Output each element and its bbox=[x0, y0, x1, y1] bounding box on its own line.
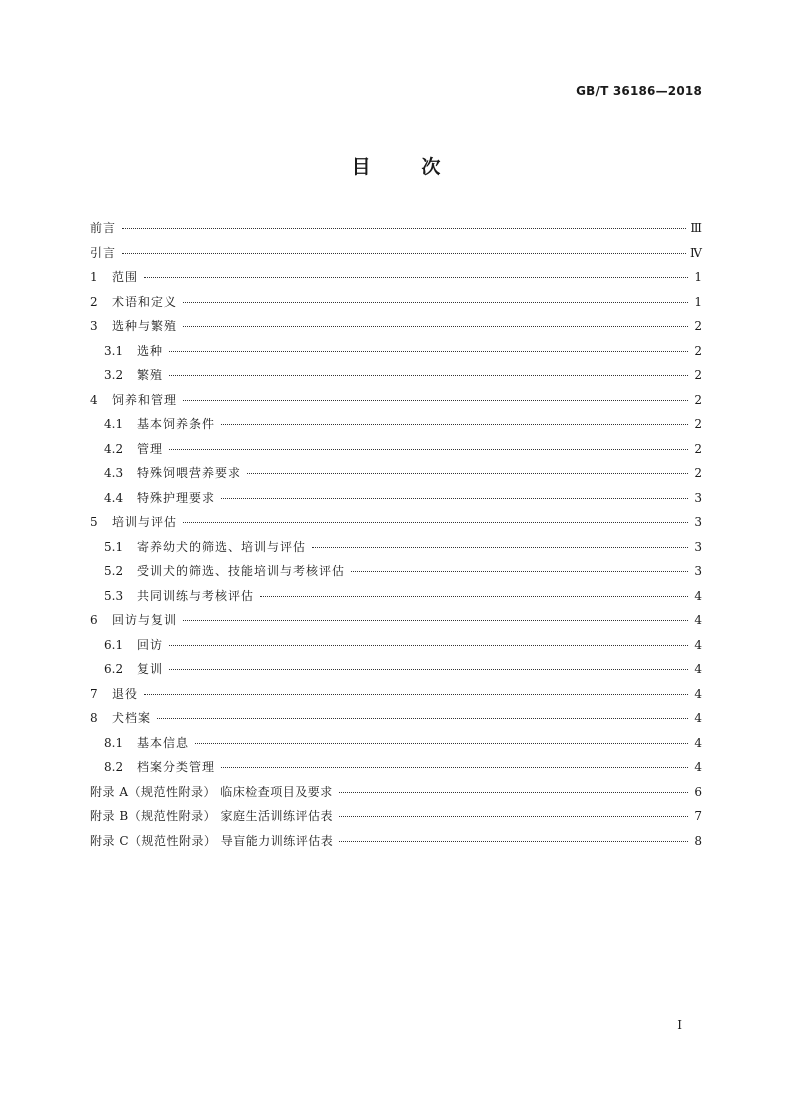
toc-entry-page: 4 bbox=[694, 686, 702, 701]
toc-dot-leader bbox=[351, 571, 688, 572]
page-title bbox=[0, 152, 792, 179]
toc-entry-label: 共同训练与考核评估 bbox=[137, 588, 255, 603]
toc-entry[interactable] bbox=[90, 339, 702, 364]
toc-dot-leader bbox=[169, 669, 688, 670]
toc-entry[interactable] bbox=[90, 706, 702, 731]
toc-dot-leader bbox=[157, 718, 688, 719]
toc-entry-label: 受训犬的筛选、技能培训与考核评估 bbox=[137, 564, 346, 578]
toc-entry-number: 4 bbox=[90, 392, 98, 407]
toc-dot-leader bbox=[312, 547, 688, 548]
toc-dot-leader bbox=[221, 424, 688, 425]
toc-entry[interactable] bbox=[90, 510, 702, 535]
toc-entry-label: 选种与繁殖 bbox=[112, 319, 178, 333]
toc-dot-leader bbox=[339, 841, 688, 842]
toc-entry[interactable] bbox=[90, 829, 702, 854]
toc-entry-label: 特殊护理要求 bbox=[137, 490, 216, 505]
toc-entry-number: 6.1 bbox=[104, 637, 124, 652]
toc-entry[interactable] bbox=[90, 559, 702, 584]
toc-dot-leader bbox=[339, 816, 688, 817]
toc-entry-page: 1 bbox=[694, 270, 702, 284]
toc-entry-page: 1 bbox=[694, 294, 702, 309]
toc-dot-leader bbox=[169, 449, 688, 450]
title-char-2: 次 bbox=[421, 156, 441, 178]
toc-entry[interactable] bbox=[90, 608, 702, 633]
toc-entry-number: 6.2 bbox=[104, 662, 124, 676]
toc-entry-label: 引言 bbox=[90, 245, 117, 260]
toc-dot-leader bbox=[183, 620, 688, 621]
toc-entry-page: Ⅲ bbox=[690, 221, 702, 235]
toc-dot-leader bbox=[183, 302, 688, 303]
toc-entry-number: 3 bbox=[90, 319, 98, 333]
toc-entry-page: 2 bbox=[694, 441, 702, 456]
toc-entry-label: 档案分类管理 bbox=[137, 760, 216, 774]
toc-entry[interactable] bbox=[90, 363, 702, 388]
toc-entry-page: Ⅳ bbox=[690, 245, 702, 260]
toc-entry-page: 2 bbox=[694, 392, 702, 407]
toc-entry-number: 6 bbox=[90, 613, 98, 627]
toc-entry-page: 7 bbox=[694, 809, 702, 823]
toc-entry-number: 5.1 bbox=[104, 539, 124, 554]
toc-entry-label: 术语和定义 bbox=[112, 294, 178, 309]
toc-dot-leader bbox=[260, 596, 688, 597]
toc-entry-label: 特殊饲喂营养要求 bbox=[137, 466, 242, 480]
toc-entry-page: 4 bbox=[694, 735, 702, 750]
toc-dot-leader bbox=[247, 473, 688, 474]
toc-entry-page: 2 bbox=[694, 319, 702, 333]
toc-entry[interactable] bbox=[90, 755, 702, 780]
toc-entry[interactable] bbox=[90, 486, 702, 511]
toc-entry-number: 4.2 bbox=[104, 441, 124, 456]
toc-dot-leader bbox=[122, 253, 686, 254]
toc-entry[interactable] bbox=[90, 780, 702, 805]
toc-entry[interactable] bbox=[90, 461, 702, 486]
table-of-contents bbox=[90, 216, 702, 853]
toc-entry-page: 6 bbox=[694, 784, 702, 799]
toc-entry-label: 选种 bbox=[137, 343, 164, 358]
toc-entry-number: 1 bbox=[90, 270, 98, 284]
toc-entry-number: 5 bbox=[90, 515, 98, 529]
toc-entry-label: 回访与复训 bbox=[112, 613, 178, 627]
toc-entry[interactable] bbox=[90, 290, 702, 315]
toc-entry-page: 4 bbox=[694, 760, 702, 774]
toc-entry-number: 5.2 bbox=[104, 564, 124, 578]
toc-entry-page: 8 bbox=[694, 833, 702, 848]
toc-dot-leader bbox=[169, 645, 688, 646]
toc-dot-leader bbox=[144, 694, 688, 695]
toc-entry[interactable] bbox=[90, 584, 702, 609]
toc-entry-page: 3 bbox=[694, 490, 702, 505]
toc-entry-page: 2 bbox=[694, 417, 702, 431]
toc-entry-page: 4 bbox=[694, 613, 702, 627]
title-char-1: 目 bbox=[351, 156, 371, 178]
toc-entry[interactable] bbox=[90, 314, 702, 339]
toc-entry-number: 7 bbox=[90, 686, 98, 701]
toc-dot-leader bbox=[195, 743, 688, 744]
toc-entry-label: 培训与评估 bbox=[112, 515, 178, 529]
toc-entry-number: 4.1 bbox=[104, 417, 124, 431]
toc-entry-number: 8 bbox=[90, 711, 98, 725]
toc-entry-page: 4 bbox=[694, 588, 702, 603]
toc-entry-number: 3.1 bbox=[104, 343, 124, 358]
toc-dot-leader bbox=[221, 498, 688, 499]
toc-entry-label: 附录 A（规范性附录） 临床检查项目及要求 bbox=[90, 784, 333, 799]
toc-entry-label: 基本饲养条件 bbox=[137, 417, 216, 431]
toc-entry[interactable] bbox=[90, 241, 702, 266]
toc-entry-number: 4.3 bbox=[104, 466, 124, 480]
toc-dot-leader bbox=[183, 400, 688, 401]
toc-entry[interactable] bbox=[90, 388, 702, 413]
toc-dot-leader bbox=[183, 326, 688, 327]
toc-entry-page: 3 bbox=[694, 564, 702, 578]
toc-dot-leader bbox=[221, 767, 688, 768]
toc-entry-label: 复训 bbox=[137, 662, 164, 676]
toc-entry-label: 饲养和管理 bbox=[112, 392, 178, 407]
toc-entry-number: 3.2 bbox=[104, 368, 124, 382]
toc-entry-number: 2 bbox=[90, 294, 98, 309]
toc-entry-label: 繁殖 bbox=[137, 368, 164, 382]
toc-dot-leader bbox=[169, 375, 688, 376]
toc-entry-label: 附录 B（规范性附录） 家庭生活训练评估表 bbox=[90, 809, 333, 823]
toc-entry-page: 4 bbox=[694, 637, 702, 652]
toc-entry[interactable] bbox=[90, 657, 702, 682]
toc-entry[interactable] bbox=[90, 731, 702, 756]
toc-entry[interactable] bbox=[90, 412, 702, 437]
toc-dot-leader bbox=[183, 522, 688, 523]
toc-entry-page: 2 bbox=[694, 466, 702, 480]
toc-entry[interactable] bbox=[90, 216, 702, 241]
toc-entry[interactable] bbox=[90, 535, 702, 560]
toc-entry-label: 管理 bbox=[137, 441, 164, 456]
toc-dot-leader bbox=[339, 792, 688, 793]
toc-entry-page: 4 bbox=[694, 662, 702, 676]
toc-entry-number: 5.3 bbox=[104, 588, 124, 603]
toc-entry-page: 4 bbox=[694, 711, 702, 725]
toc-entry-label: 退役 bbox=[112, 686, 139, 701]
toc-entry[interactable] bbox=[90, 265, 702, 290]
toc-entry[interactable] bbox=[90, 804, 702, 829]
toc-entry-label: 前言 bbox=[90, 221, 117, 235]
toc-entry[interactable] bbox=[90, 633, 702, 658]
toc-entry[interactable] bbox=[90, 437, 702, 462]
toc-entry-page: 3 bbox=[694, 539, 702, 554]
toc-entry-number: 8.1 bbox=[104, 735, 124, 750]
toc-entry-page: 2 bbox=[694, 343, 702, 358]
toc-dot-leader bbox=[144, 277, 688, 278]
toc-entry-page: 3 bbox=[694, 515, 702, 529]
toc-entry-page: 2 bbox=[694, 368, 702, 382]
toc-entry-number: 8.2 bbox=[104, 760, 124, 774]
standard-code: GB/T 36186—2018 bbox=[576, 84, 702, 98]
toc-entry-label: 寄养幼犬的筛选、培训与评估 bbox=[137, 539, 307, 554]
toc-dot-leader bbox=[122, 228, 686, 229]
toc-dot-leader bbox=[169, 351, 688, 352]
toc-entry-label: 回访 bbox=[137, 637, 164, 652]
toc-entry-label: 犬档案 bbox=[112, 711, 152, 725]
toc-entry[interactable] bbox=[90, 682, 702, 707]
toc-entry-label: 附录 C（规范性附录） 导盲能力训练评估表 bbox=[90, 833, 334, 848]
toc-entry-label: 范围 bbox=[112, 270, 139, 284]
toc-entry-label: 基本信息 bbox=[137, 735, 190, 750]
toc-entry-number: 4.4 bbox=[104, 490, 124, 505]
page-number: I bbox=[677, 1018, 682, 1032]
